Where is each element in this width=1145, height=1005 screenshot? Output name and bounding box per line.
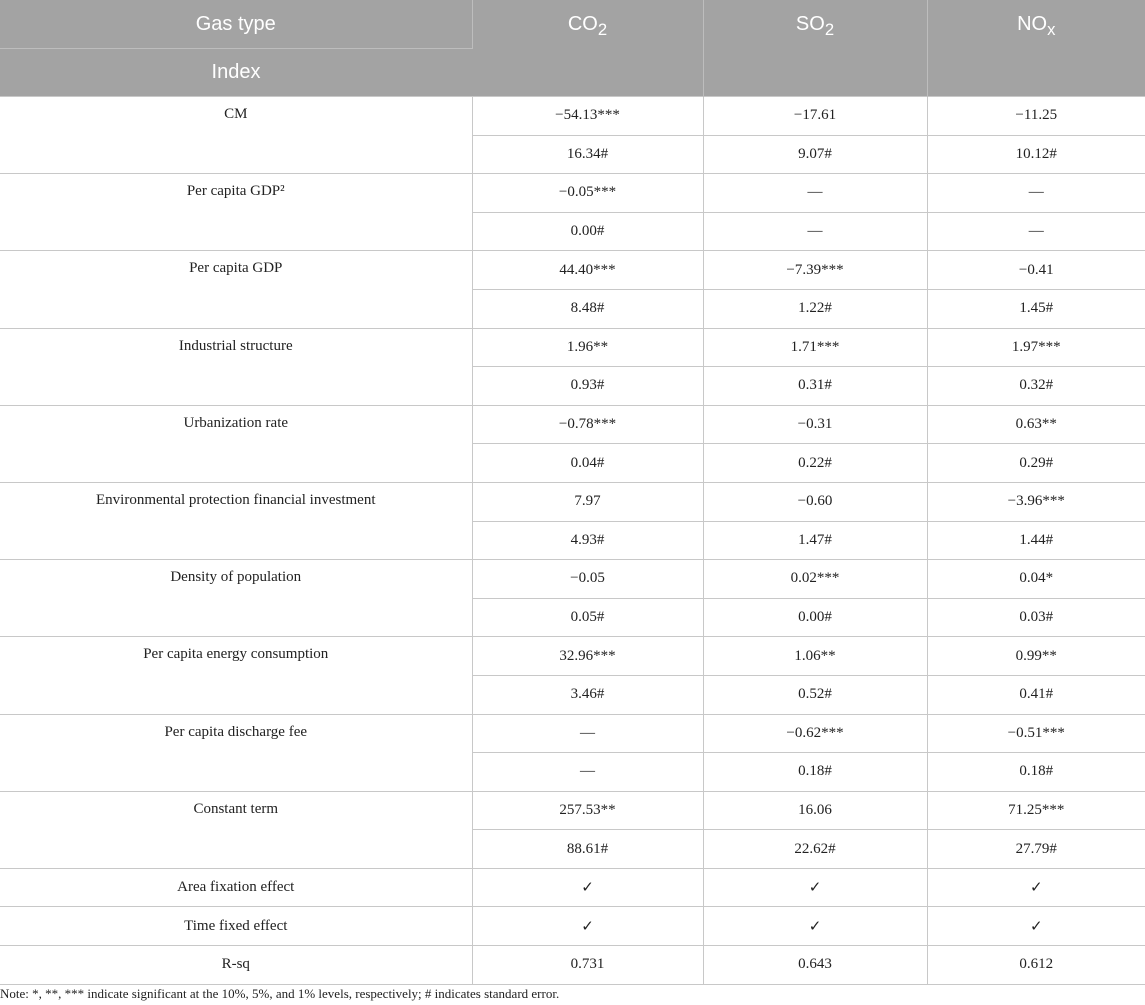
coefficient-cell: −0.60 (703, 482, 927, 521)
row-label: Per capita energy consumption (0, 637, 472, 714)
coefficient-cell: 0.99** (927, 637, 1145, 676)
standard-error-cell: — (927, 212, 1145, 251)
table-row (0, 791, 1145, 830)
coefficient-cell: −0.78*** (472, 405, 703, 444)
coefficient-cell: 1.96** (472, 328, 703, 367)
coefficient-cell: — (703, 174, 927, 213)
coefficient-cell: −0.62*** (703, 714, 927, 753)
standard-error-cell: 0.00# (472, 212, 703, 251)
coefficient-cell: — (472, 714, 703, 753)
row-label: Industrial structure (0, 328, 472, 405)
standard-error-cell: 0.41# (927, 675, 1145, 714)
standard-error-cell: 0.05# (472, 598, 703, 637)
row-label: CM (0, 97, 472, 174)
coefficient-cell: 1.97*** (927, 328, 1145, 367)
table-header (0, 0, 1145, 97)
table-row (0, 97, 1145, 136)
coefficient-cell: 257.53** (472, 791, 703, 830)
table-row (0, 560, 1145, 599)
value-cell: ✓ (703, 868, 927, 907)
table-body (0, 97, 1145, 985)
coefficient-cell: −11.25 (927, 97, 1145, 136)
coefficient-cell: −0.05 (472, 560, 703, 599)
coefficient-cell: 16.06 (703, 791, 927, 830)
standard-error-cell: 0.32# (927, 367, 1145, 406)
index-header: Index (0, 49, 472, 97)
table-row (0, 907, 1145, 946)
col-header-so2: $SO_2$ (703, 0, 927, 97)
row-label: Environmental protection financial investment (0, 482, 472, 559)
coefficient-cell: 7.97 (472, 482, 703, 521)
value-cell: ✓ (472, 868, 703, 907)
standard-error-cell: 0.93# (472, 367, 703, 406)
standard-error-cell: 1.22# (703, 289, 927, 328)
standard-error-cell: 88.61# (472, 830, 703, 869)
table-row (0, 714, 1145, 753)
row-label: Area fixation effect (0, 868, 472, 907)
table-row (0, 868, 1145, 907)
row-label: Constant term (0, 791, 472, 868)
standard-error-cell: 16.34# (472, 135, 703, 174)
coefficient-cell: 0.02*** (703, 560, 927, 599)
table-row (0, 174, 1145, 213)
standard-error-cell: 3.46# (472, 675, 703, 714)
coefficient-cell: −17.61 (703, 97, 927, 136)
row-label: Urbanization rate (0, 405, 472, 482)
value-cell: ✓ (472, 907, 703, 946)
standard-error-cell: 9.07# (703, 135, 927, 174)
table-row (0, 946, 1145, 985)
row-label: Per capita GDP² (0, 174, 472, 251)
coefficient-cell: −3.96*** (927, 482, 1145, 521)
coefficient-cell: −54.13*** (472, 97, 703, 136)
gas-type-header: Gas type (0, 0, 472, 49)
value-cell: ✓ (703, 907, 927, 946)
coefficient-cell: 0.04* (927, 560, 1145, 599)
value-cell: ✓ (927, 868, 1145, 907)
standard-error-cell: — (703, 212, 927, 251)
standard-error-cell: 0.18# (927, 753, 1145, 792)
coefficient-cell: 1.06** (703, 637, 927, 676)
standard-error-cell: 0.52# (703, 675, 927, 714)
standard-error-cell: 8.48# (472, 289, 703, 328)
coefficient-cell: 71.25*** (927, 791, 1145, 830)
coefficient-cell: −7.39*** (703, 251, 927, 290)
standard-error-cell: 0.03# (927, 598, 1145, 637)
coefficient-cell: 44.40*** (472, 251, 703, 290)
row-label: Per capita discharge fee (0, 714, 472, 791)
table-row (0, 405, 1145, 444)
row-label: Time fixed effect (0, 907, 472, 946)
standard-error-cell: 1.45# (927, 289, 1145, 328)
standard-error-cell: 0.04# (472, 444, 703, 483)
standard-error-cell: 1.44# (927, 521, 1145, 560)
value-cell: 0.731 (472, 946, 703, 985)
value-cell: 0.643 (703, 946, 927, 985)
col-header-co2: $CO_2$ (472, 0, 703, 97)
coefficient-cell: −0.51*** (927, 714, 1145, 753)
value-cell: 0.612 (927, 946, 1145, 985)
standard-error-cell: 0.29# (927, 444, 1145, 483)
standard-error-cell: 0.18# (703, 753, 927, 792)
table-row (0, 251, 1145, 290)
standard-error-cell: 27.79# (927, 830, 1145, 869)
standard-error-cell: 0.31# (703, 367, 927, 406)
coefficient-cell: 0.63** (927, 405, 1145, 444)
table-row (0, 328, 1145, 367)
coefficient-cell: −0.05*** (472, 174, 703, 213)
table-row (0, 482, 1145, 521)
coefficient-cell: −0.31 (703, 405, 927, 444)
row-label: Per capita GDP (0, 251, 472, 328)
coefficient-cell: 1.71*** (703, 328, 927, 367)
standard-error-cell: 0.00# (703, 598, 927, 637)
coefficient-cell: 32.96*** (472, 637, 703, 676)
standard-error-cell: 4.93# (472, 521, 703, 560)
standard-error-cell: 0.22# (703, 444, 927, 483)
table-row (0, 637, 1145, 676)
coefficient-cell: −0.41 (927, 251, 1145, 290)
table-note: Note: *, **, *** indicate significant at the 10%, 5%, and 1% levels, respectively; # indicates standard error. (0, 986, 560, 1001)
standard-error-cell: — (472, 753, 703, 792)
col-header-nox: $NO_x$ (927, 0, 1145, 97)
value-cell: ✓ (927, 907, 1145, 946)
standard-error-cell: 10.12# (927, 135, 1145, 174)
coefficient-cell: — (927, 174, 1145, 213)
row-label: R-sq (0, 946, 472, 985)
standard-error-cell: 22.62# (703, 830, 927, 869)
row-label: Density of population (0, 560, 472, 637)
standard-error-cell: 1.47# (703, 521, 927, 560)
